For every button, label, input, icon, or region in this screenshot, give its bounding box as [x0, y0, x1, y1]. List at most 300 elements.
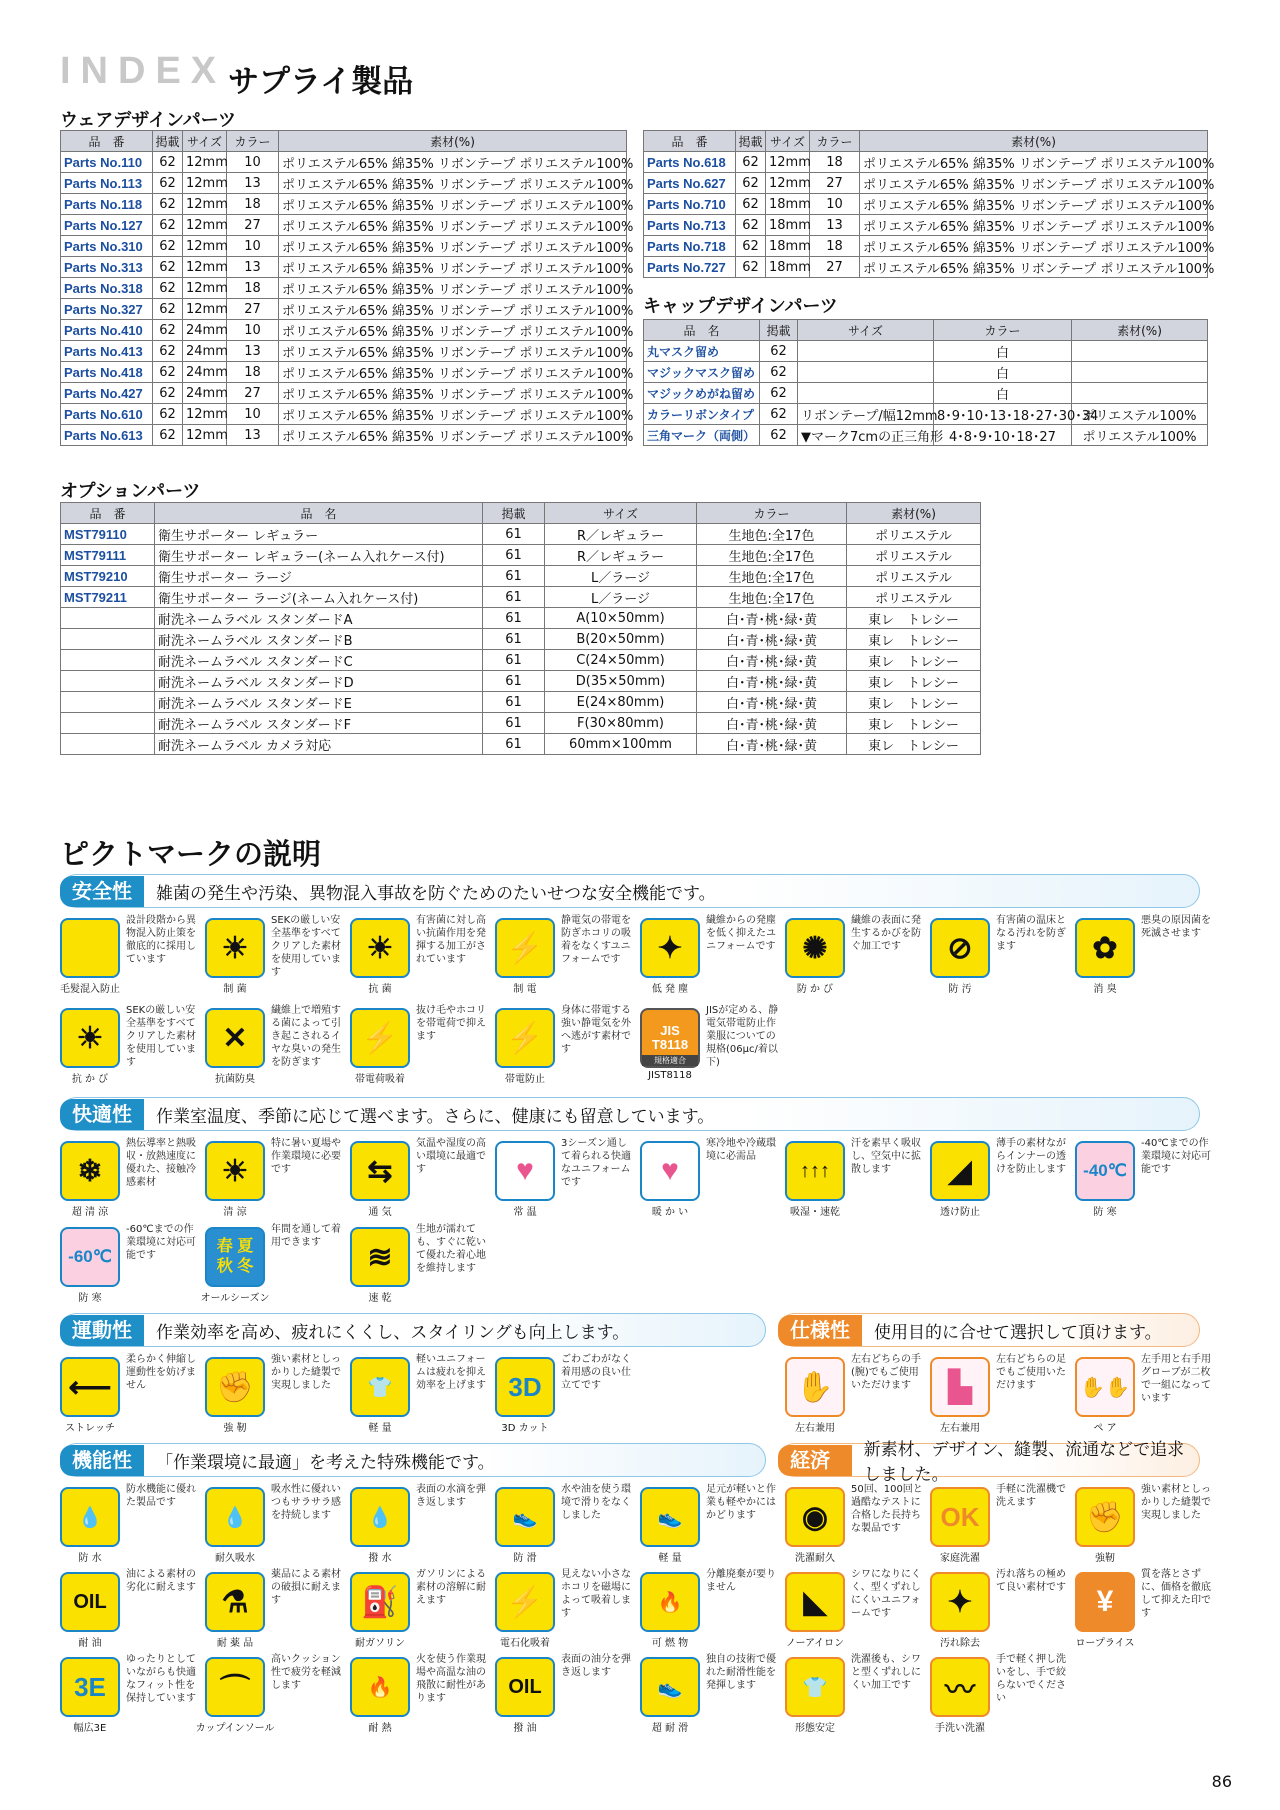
icon-glyph: ☀ — [221, 1154, 249, 1188]
icon-label: 形態安定 — [795, 1723, 835, 1734]
table-row — [61, 545, 981, 566]
ventilation-icon — [350, 1141, 410, 1201]
icon-label: オールシーズン — [200, 1293, 270, 1304]
column-header: サイズ — [798, 320, 934, 341]
table-cell — [798, 383, 934, 404]
table-cell: 10 — [227, 152, 279, 173]
table-cell: 62 — [760, 425, 798, 446]
table-cell — [61, 671, 155, 692]
table-cell: 61 — [483, 734, 545, 755]
band-comfort — [60, 1097, 1200, 1131]
table-cell: 白･青･桃･緑･黄 — [697, 692, 847, 713]
icon-glyph: ▙ — [948, 1370, 972, 1404]
table-cell: ポリエステル65% 綿35% リボンテープ ポリエステル100% — [279, 320, 627, 341]
table-cell: リボンテープ/幅12mm — [798, 404, 934, 425]
deodorant-icon — [1075, 918, 1135, 978]
table-row — [61, 404, 627, 425]
column-header: カラー — [697, 503, 847, 524]
table-cell: ポリエステル65% 綿35% リボンテープ ポリエステル100% — [860, 194, 1208, 215]
table-cell: 62 — [153, 173, 183, 194]
table-cell: 18mm — [766, 257, 810, 278]
icon-glyph: ◣ — [803, 1585, 827, 1619]
electret-icon — [495, 1572, 555, 1632]
table-cell: 4･8･9･10･18･27 — [934, 425, 1072, 446]
table-cell: Parts No.313 — [61, 257, 153, 278]
option-parts-title: オプションパーツ — [60, 481, 201, 502]
icon-glyph: ¥ — [1096, 1585, 1114, 1618]
icon-label: 耐 薬 品 — [216, 1638, 254, 1649]
wear-parts-table-right — [643, 130, 1215, 278]
table-cell: Parts No.613 — [61, 425, 153, 446]
table-cell: ポリエステル65% 綿35% リボンテープ ポリエステル100% — [279, 257, 627, 278]
table-cell: 60mm×100mm — [545, 734, 697, 755]
icon-description: 防水機能に優れた製品です — [126, 1484, 196, 1508]
icon-label: 防 滑 — [513, 1553, 537, 1564]
column-header: カラー — [810, 131, 860, 152]
table-cell: 12mm — [183, 152, 227, 173]
table-cell: 耐洗ネームラベル スタンダードF — [155, 713, 483, 734]
icon-label: 耐 熱 — [368, 1723, 392, 1734]
table-row — [61, 173, 627, 194]
icon-description: 独自の技術で優れた耐滑性能を発揮します — [706, 1654, 776, 1691]
table-cell: 生地色:全17色 — [697, 524, 847, 545]
table-cell: Parts No.618 — [644, 152, 736, 173]
table-row — [61, 425, 627, 446]
table-cell — [61, 713, 155, 734]
icon-label: 左右兼用 — [940, 1423, 980, 1434]
table-row — [61, 194, 627, 215]
table-cell: ポリエステル — [847, 545, 981, 566]
icon-label: 通 気 — [368, 1207, 392, 1218]
icon-glyph: 👟 — [657, 1676, 683, 1699]
cold-40-icon — [1075, 1141, 1135, 1201]
icon-label: 撥 油 — [513, 1723, 537, 1734]
icon-description: SEKの厳しい安全基準をすべてクリアした素材を使用しています — [126, 1005, 196, 1068]
low-price-icon — [1075, 1572, 1135, 1632]
icon-label: 撥 水 — [368, 1553, 392, 1564]
icon-label: 耐ガソリン — [355, 1638, 405, 1649]
picto-section-title: ピクトマークの説明 — [60, 837, 322, 871]
icon-glyph: ☀ — [221, 931, 249, 965]
column-header: 品 番 — [61, 131, 153, 152]
cold-60-icon — [60, 1227, 120, 1287]
table-cell: 24mm — [183, 320, 227, 341]
table-cell: ポリエステル65% 綿35% リボンテープ ポリエステル100% — [860, 173, 1208, 194]
icon-description: 抜け毛やホコリを帯電荷で抑えます — [416, 1005, 486, 1042]
icon-glyph: ⊘ — [947, 931, 973, 965]
icon-description: 繊維からの発塵を低く抑えたユニフォームです — [706, 915, 776, 952]
icon-description: 表面の水滴を弾き返します — [416, 1484, 486, 1508]
icon-description: 左右どちらの足でもご使用いただけます — [996, 1354, 1066, 1391]
icon-description: 手で軽く押し洗いをし、手で絞らないでください — [996, 1654, 1066, 1704]
table-cell: 62 — [760, 383, 798, 404]
icon-glyph: 💧 — [367, 1506, 393, 1529]
icon-description: 身体に帯電する強い静電気を外へ逃がす素材です — [561, 1005, 631, 1055]
icon-description: ごわごわがなく着用感の良い仕立てです — [561, 1354, 631, 1391]
table-row — [61, 608, 981, 629]
table-cell: ポリエステル65% 綿35% リボンテープ ポリエステル100% — [279, 404, 627, 425]
icon-description: 3シーズン通して着られる快適なユニフォームです — [561, 1138, 631, 1188]
icon-glyph: 〰 — [945, 1674, 975, 1707]
table-cell: 62 — [760, 404, 798, 425]
icon-label: 常 温 — [513, 1207, 537, 1218]
strong-icon — [1075, 1487, 1135, 1547]
icon-glyph: 💧 — [222, 1506, 248, 1529]
icon-glyph: 👕 — [367, 1376, 393, 1399]
icon-glyph: OIL — [73, 1590, 107, 1613]
table-cell: 61 — [483, 608, 545, 629]
table-cell: マジックめがね留め — [644, 383, 760, 404]
see-through-icon — [930, 1141, 990, 1201]
table-cell: ポリエステル65% 綿35% リボンテープ ポリエステル100% — [279, 173, 627, 194]
band-function — [60, 1443, 766, 1477]
table-cell: ポリエステル65% 綿35% リボンテープ ポリエステル100% — [279, 194, 627, 215]
band-safety — [60, 874, 1200, 908]
table-cell: 62 — [760, 362, 798, 383]
icon-description: 水や油を使う環境で滑りをなくしました — [561, 1484, 631, 1521]
table-row — [644, 215, 1208, 236]
icon-description: 強い素材としっかりした縫製で実現しました — [1141, 1484, 1211, 1521]
icon-glyph: ☀ — [366, 931, 394, 965]
gasoline-icon — [350, 1572, 410, 1632]
table-cell: ▼マーク7cmの正三角形 — [798, 425, 934, 446]
table-cell: 耐洗ネームラベル スタンダードC — [155, 650, 483, 671]
table-cell: 耐洗ネームラベル カメラ対応 — [155, 734, 483, 755]
table-row — [644, 383, 1208, 404]
icon-description: 繊維の表面に発生するかびを防ぐ加工です — [851, 915, 921, 952]
page-number: 86 — [1211, 1772, 1232, 1791]
table-cell: ポリエステル65% 綿35% リボンテープ ポリエステル100% — [279, 152, 627, 173]
table-cell: 耐洗ネームラベル スタンダードE — [155, 692, 483, 713]
cap-parts-table — [643, 319, 1208, 446]
icon-sub-label: 規格適合 — [642, 1055, 698, 1066]
table-cell: 18 — [810, 152, 860, 173]
hair-icon — [60, 918, 120, 978]
table-cell: 13 — [810, 215, 860, 236]
table-cell: 耐洗ネームラベル スタンダードA — [155, 608, 483, 629]
table-cell: 衛生サポーター ラージ(ネーム入れケース付) — [155, 587, 483, 608]
icon-glyph: ❄ — [77, 1154, 103, 1188]
light-shoe-icon — [640, 1487, 700, 1547]
table-cell: 27 — [227, 383, 279, 404]
table-cell: 61 — [483, 629, 545, 650]
icon-label: 低 発 塵 — [651, 984, 689, 995]
band-desc: 新素材、デザイン、縫製、流通などで追求しました。 — [863, 1440, 1185, 1485]
icon-glyph: JIS T8118 — [651, 1023, 689, 1052]
band-desc: 雑菌の発生や汚染、異物混入事故を防ぐためのたいせつな安全機能です。 — [156, 883, 716, 904]
table-cell: 白･青･桃･緑･黄 — [697, 608, 847, 629]
anti-slip-icon — [495, 1487, 555, 1547]
table-cell: 62 — [760, 341, 798, 362]
table-cell: 丸マスク留め — [644, 341, 760, 362]
stain-remove-icon — [930, 1572, 990, 1632]
icon-description: ゆったりとしていながらも快適なフィット性を保持しています — [126, 1654, 196, 1704]
column-header: 掲載 — [153, 131, 183, 152]
column-header: サイズ — [766, 131, 810, 152]
table-cell: 衛生サポーター ラージ — [155, 566, 483, 587]
table-cell: B(20×50mm) — [545, 629, 697, 650]
icon-description: 薄手の素材ながらインナーの透けを防止します — [996, 1138, 1066, 1175]
icon-label: 帯電防止 — [505, 1074, 545, 1085]
waterproof-icon — [60, 1487, 120, 1547]
icon-glyph: ≋ — [367, 1240, 393, 1274]
pair-icon — [1075, 1357, 1135, 1417]
icon-glyph: ◢ — [948, 1154, 972, 1188]
table-cell: E(24×80mm) — [545, 692, 697, 713]
table-cell: Parts No.713 — [644, 215, 736, 236]
antibacterial-odor-icon — [205, 1008, 265, 1068]
stretch-icon — [60, 1357, 120, 1417]
table-cell: Parts No.413 — [61, 341, 153, 362]
band-tag: 経済 — [778, 1445, 852, 1476]
heat-icon — [350, 1657, 410, 1717]
column-header: サイズ — [183, 131, 227, 152]
table-cell: 白･青･桃･緑･黄 — [697, 629, 847, 650]
table-cell: Parts No.410 — [61, 320, 153, 341]
icon-glyph: 💧 — [77, 1506, 103, 1529]
icon-glyph: ✺ — [802, 931, 828, 965]
super-slip-icon — [640, 1657, 700, 1717]
table-cell: 12mm — [766, 152, 810, 173]
anti-fungus-icon — [60, 1008, 120, 1068]
table-cell: 62 — [153, 299, 183, 320]
icon-label: ノーアイロン — [785, 1638, 845, 1649]
column-header: カラー — [227, 131, 279, 152]
table-cell: 18mm — [766, 215, 810, 236]
icon-glyph: ✦ — [947, 1585, 973, 1619]
table-row — [61, 320, 627, 341]
icon-glyph: 春 夏 秋 冬 — [216, 1238, 254, 1275]
table-cell: L／ラージ — [545, 566, 697, 587]
table-cell: 白 — [934, 362, 1072, 383]
table-cell: F(30×80mm) — [545, 713, 697, 734]
icon-description: 左手用と右手用グローブが二枚で一組になっています — [1141, 1354, 1211, 1404]
table-row — [61, 362, 627, 383]
icon-glyph: ✊ — [1086, 1500, 1124, 1534]
band-tag: 安全性 — [60, 876, 144, 907]
table-cell: 東レ トレシー — [847, 650, 981, 671]
icon-label: 幅広3E — [73, 1723, 107, 1734]
table-cell: ポリエステル65% 綿35% リボンテープ ポリエステル100% — [279, 341, 627, 362]
icon-description: 強い素材としっかりした縫製で実現しました — [271, 1354, 341, 1391]
icon-glyph: OIL — [508, 1675, 542, 1698]
icon-glyph: OK — [940, 1501, 980, 1532]
table-cell: 生地色:全17色 — [697, 545, 847, 566]
table-cell: 18 — [227, 194, 279, 215]
anti-stain-icon — [930, 918, 990, 978]
both-feet-icon — [930, 1357, 990, 1417]
table-cell: ポリエステル65% 綿35% リボンテープ ポリエステル100% — [279, 425, 627, 446]
icon-description: -60℃までの作業環境に対応可能です — [126, 1224, 196, 1261]
table-cell: 衛生サポーター レギュラー — [155, 524, 483, 545]
icon-label: 家庭洗濯 — [940, 1553, 980, 1564]
icon-label: 電石化吸着 — [500, 1638, 550, 1649]
icon-description: 左右どちらの手(腕)でもご使用いただけます — [851, 1354, 921, 1391]
table-cell: マジックマスク留め — [644, 362, 760, 383]
table-cell: ポリエステル — [847, 566, 981, 587]
table-cell: 27 — [227, 299, 279, 320]
icon-label: 3D カット — [501, 1423, 549, 1434]
table-row — [61, 734, 981, 755]
icon-glyph: ✿ — [1092, 931, 1118, 965]
page-title: サプライ製品 — [228, 64, 414, 100]
icon-description: 気温や湿度の高い環境に最適です — [416, 1138, 486, 1175]
table-cell: 耐洗ネームラベル スタンダードD — [155, 671, 483, 692]
icon-description: 足元が軽いと作業も軽やかにはかどります — [706, 1484, 776, 1521]
icon-label: 抗 か び — [71, 1074, 109, 1085]
column-header: 品 番 — [644, 131, 736, 152]
table-cell: MST79111 — [61, 545, 155, 566]
shape-stable-icon — [785, 1657, 845, 1717]
table-cell: MST79110 — [61, 524, 155, 545]
icon-description: 汚れ落ちの極めて良い素材です — [996, 1569, 1066, 1593]
table-cell — [1072, 383, 1208, 404]
table-cell: 62 — [153, 362, 183, 383]
column-header: サイズ — [545, 503, 697, 524]
table-cell: Parts No.127 — [61, 215, 153, 236]
table-cell: 生地色:全17色 — [697, 587, 847, 608]
icon-label: 制 菌 — [223, 984, 247, 995]
icon-label: 超 耐 滑 — [651, 1723, 689, 1734]
table-cell — [1072, 362, 1208, 383]
table-row — [61, 650, 981, 671]
icon-label: 防 汚 — [948, 984, 972, 995]
table-cell: 13 — [227, 425, 279, 446]
insole-icon — [205, 1657, 265, 1717]
table-cell: C(24×50mm) — [545, 650, 697, 671]
icon-description: 寒冷地や冷蔵環境に必需品 — [706, 1138, 776, 1162]
table-cell: 24mm — [183, 362, 227, 383]
table-cell — [798, 362, 934, 383]
icon-description: 油による素材の劣化に耐えます — [126, 1569, 196, 1593]
icon-label: ストレッチ — [65, 1423, 115, 1434]
icon-glyph: 👟 — [512, 1506, 538, 1529]
table-cell: 62 — [736, 257, 766, 278]
table-cell: ポリエステル65% 綿35% リボンテープ ポリエステル100% — [279, 383, 627, 404]
absorb-icon — [205, 1487, 265, 1547]
icon-glyph: ⛽ — [361, 1585, 399, 1619]
strong-arm-icon — [205, 1357, 265, 1417]
table-row — [644, 404, 1208, 425]
icon-glyph: ✕ — [222, 1021, 248, 1055]
icon-description: 見えない小さなホコリを磁場によって吸着します — [561, 1569, 631, 1619]
table-cell: 白･青･桃･緑･黄 — [697, 713, 847, 734]
table-cell: 12mm — [183, 257, 227, 278]
icon-description: 質を落とさずに、価格を徹底して抑えた印です — [1141, 1569, 1211, 1619]
table-cell: ポリエステル — [847, 587, 981, 608]
table-cell: ポリエステル65% 綿35% リボンテープ ポリエステル100% — [279, 299, 627, 320]
icon-description: 表面の油分を弾き返します — [561, 1654, 631, 1678]
table-cell: 10 — [227, 236, 279, 257]
charge-absorb-icon — [350, 1008, 410, 1068]
column-header: 素材(%) — [860, 131, 1208, 152]
icon-glyph: ✋✋ — [1080, 1376, 1130, 1399]
icon-label: 防 水 — [78, 1553, 102, 1564]
icon-description: SEKの厳しい安全基準をすべてクリアした素材を使用しています — [271, 915, 341, 978]
table-row — [61, 215, 627, 236]
icon-description: 熱伝導率と熱吸収・放熱速度に優れた、接触冷感素材 — [126, 1138, 196, 1188]
table-cell: MST79211 — [61, 587, 155, 608]
table-cell: ポリエステル65% 綿35% リボンテープ ポリエステル100% — [860, 152, 1208, 173]
icon-label: 防 寒 — [78, 1293, 102, 1304]
super-cool-icon — [60, 1141, 120, 1201]
wear-parts-title: ウェアデザインパーツ — [60, 110, 237, 131]
table-cell: 18mm — [766, 194, 810, 215]
icon-description: 洗濯後も、シワと型くずれしにくい加工です — [851, 1654, 921, 1691]
icon-description: 薬品による素材の破損に耐えます — [271, 1569, 341, 1606]
table-cell: 18 — [227, 278, 279, 299]
icon-glyph: ⚡ — [361, 1021, 399, 1055]
table-cell: 62 — [153, 215, 183, 236]
table-cell: 62 — [736, 152, 766, 173]
hand-wash-icon — [930, 1657, 990, 1717]
table-cell: 白･青･桃･緑･黄 — [697, 734, 847, 755]
icon-glyph: ⇆ — [367, 1154, 393, 1188]
table-row — [61, 341, 627, 362]
low-dust-icon — [640, 918, 700, 978]
band-tag: 仕様性 — [778, 1315, 862, 1346]
table-row — [61, 629, 981, 650]
table-cell: ポリエステル65% 綿35% リボンテープ ポリエステル100% — [860, 257, 1208, 278]
table-cell: R／レギュラー — [545, 524, 697, 545]
table-cell: ポリエステル65% 綿35% リボンテープ ポリエステル100% — [279, 278, 627, 299]
table-cell: Parts No.627 — [644, 173, 736, 194]
jis-icon — [640, 1008, 700, 1068]
table-cell: カラーリボンタイプ — [644, 404, 760, 425]
table-cell: 27 — [810, 173, 860, 194]
table-cell: L／ラージ — [545, 587, 697, 608]
icon-label: 強靭 — [1095, 1553, 1115, 1564]
icon-description: シワになりにくく、型くずれしにくいユニフォームです — [851, 1569, 921, 1619]
table-cell — [61, 650, 155, 671]
table-cell: 12mm — [183, 299, 227, 320]
table-cell: 12mm — [183, 215, 227, 236]
warm-icon — [640, 1141, 700, 1201]
icon-glyph: ✋ — [796, 1370, 834, 1404]
no-iron-icon — [785, 1572, 845, 1632]
table-cell: Parts No.110 — [61, 152, 153, 173]
icon-label: 軽 量 — [368, 1423, 392, 1434]
table-cell: 62 — [153, 320, 183, 341]
icon-description: 50回、100回と過酷なテストに合格した長持ちな製品です — [851, 1484, 923, 1534]
table-cell: 62 — [153, 152, 183, 173]
table-cell: 東レ トレシー — [847, 692, 981, 713]
table-row — [61, 299, 627, 320]
icon-label: 透け防止 — [940, 1207, 980, 1218]
icon-label: 超 清 涼 — [71, 1207, 109, 1218]
table-cell: 東レ トレシー — [847, 713, 981, 734]
icon-label: JIST8118 — [648, 1070, 692, 1081]
table-cell: 61 — [483, 566, 545, 587]
table-cell: Parts No.610 — [61, 404, 153, 425]
icon-glyph: ⚗ — [221, 1585, 249, 1619]
icon-label: 毛髪混入防止 — [60, 984, 120, 995]
3d-cut-icon — [495, 1357, 555, 1417]
table-cell: 61 — [483, 650, 545, 671]
icon-description: 繊維上で増殖する菌によって引き起こされるイヤな臭いの発生を防ぎます — [271, 1005, 341, 1068]
icon-label: 防 寒 — [1093, 1207, 1117, 1218]
table-cell: 27 — [810, 257, 860, 278]
icon-label: 帯電荷吸着 — [355, 1074, 405, 1085]
table-cell: 62 — [153, 236, 183, 257]
band-desc: 作業効率を高め、疲れにくくし、スタイリングも向上します。 — [156, 1322, 630, 1343]
column-header: 品 番 — [61, 503, 155, 524]
icon-label: 耐久吸水 — [215, 1553, 255, 1564]
icon-glyph — [62, 920, 118, 976]
table-row — [644, 362, 1208, 383]
table-cell: 27 — [227, 215, 279, 236]
table-cell: 10 — [227, 320, 279, 341]
